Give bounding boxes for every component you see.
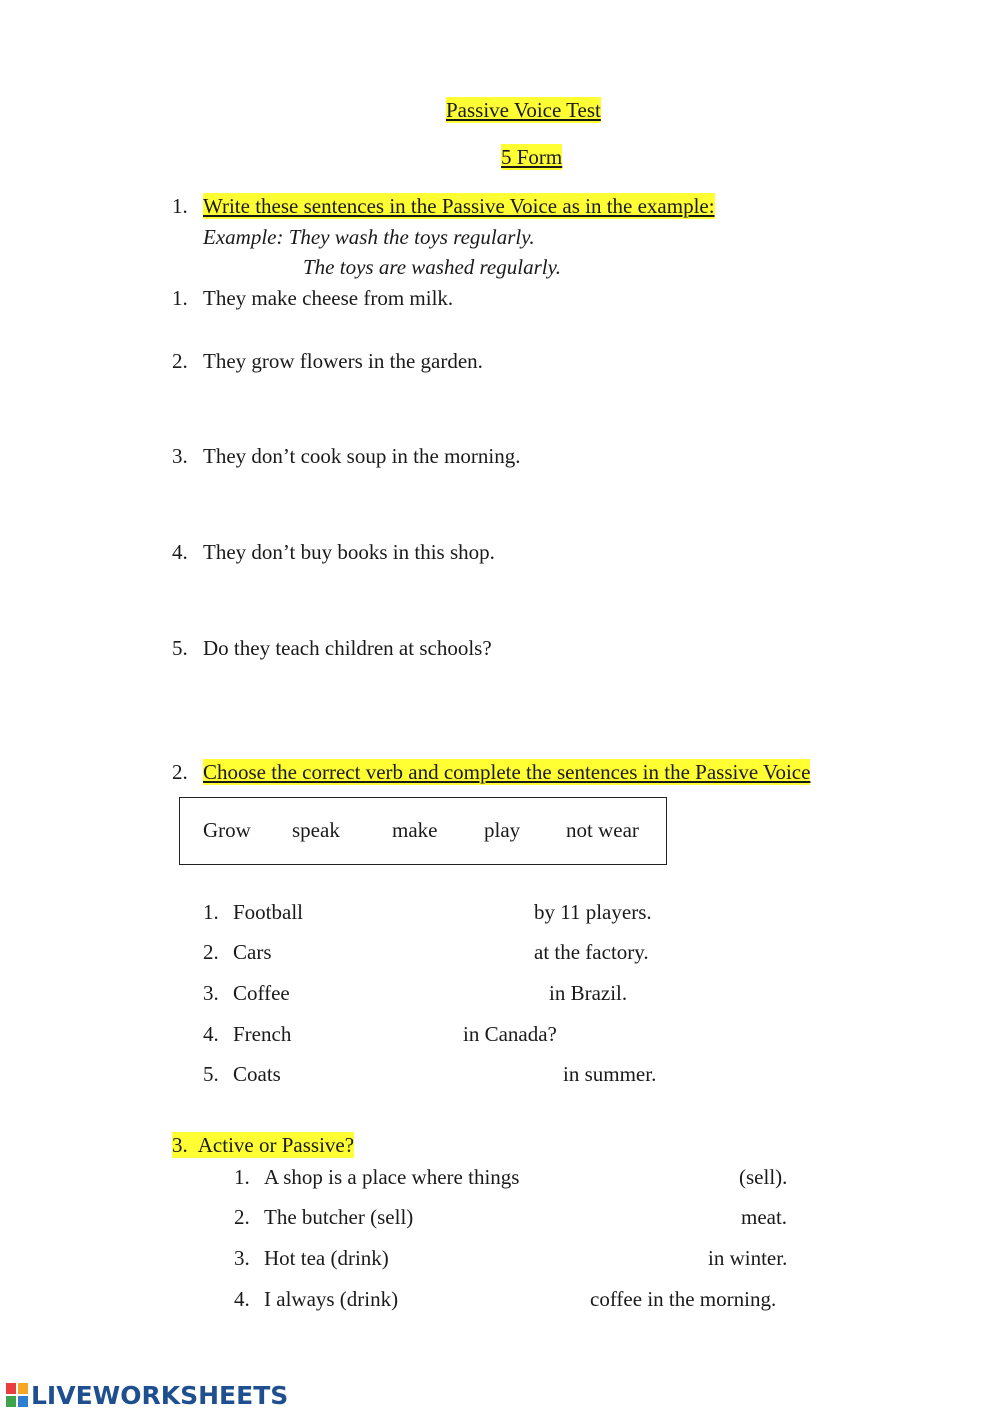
section2-item-subject: Cars xyxy=(233,940,272,964)
section2-item-subject: Coffee xyxy=(233,981,290,1005)
section1-item-number: 1. xyxy=(172,286,188,310)
section3-item-number: 1. xyxy=(234,1165,250,1189)
section2-item-number: 3. xyxy=(203,981,219,1005)
section3-instruction: Active or Passive? xyxy=(197,1133,355,1157)
section2-item-number: 1. xyxy=(203,900,219,924)
section3-item-number: 2. xyxy=(234,1205,250,1229)
section2-item-ending: by 11 players. xyxy=(534,900,652,924)
section1-number: 1. xyxy=(172,194,188,218)
word-bank-word: speak xyxy=(292,818,340,842)
section3-item-number: 4. xyxy=(234,1287,250,1311)
section3-item-number: 3. xyxy=(234,1246,250,1270)
section1-example-line2: The toys are washed regularly. xyxy=(303,255,562,279)
page-subtitle: 5 Form xyxy=(501,145,563,169)
section1-item-text: They don’t cook soup in the morning. xyxy=(203,444,521,468)
section1-item-number: 4. xyxy=(172,540,188,564)
word-bank-word: Grow xyxy=(203,818,251,842)
section1-item-number: 2. xyxy=(172,349,188,373)
page-title: Passive Voice Test xyxy=(446,98,601,122)
liveworksheets-logo[interactable] xyxy=(5,1380,288,1410)
section2-item-ending: in Canada? xyxy=(463,1022,557,1046)
section3-item-end: meat. xyxy=(741,1205,788,1229)
section1-item-text: Do they teach children at schools? xyxy=(203,636,492,660)
section2-item-number: 4. xyxy=(203,1022,219,1046)
section3-item-end: in winter. xyxy=(708,1246,788,1270)
section3-item-start: Hot tea (drink) xyxy=(264,1246,389,1270)
section2-item-number: 5. xyxy=(203,1062,219,1086)
word-bank-word: make xyxy=(392,818,438,842)
section3-header xyxy=(172,1132,354,1158)
section1-item-text: They grow flowers in the garden. xyxy=(203,349,483,373)
word-bank-word: not wear xyxy=(566,818,639,842)
section2-item-subject: Football xyxy=(233,900,304,924)
section1-item-text: They make cheese from milk. xyxy=(203,286,454,310)
liveworksheets-logo-icon xyxy=(5,1382,29,1408)
word-bank-word: play xyxy=(484,818,521,842)
section1-item-text: They don’t buy books in this shop. xyxy=(203,540,495,564)
section3-item-start: The butcher (sell) xyxy=(264,1205,414,1229)
logo-text: LIVEWORKSHEETS xyxy=(31,1380,289,1410)
section2-item-ending: in Brazil. xyxy=(549,981,628,1005)
section3-item-end: coffee in the morning. xyxy=(590,1287,777,1311)
section2-item-number: 2. xyxy=(203,940,219,964)
section1-instruction: Write these sentences in the Passive Voice as in the example: xyxy=(203,194,715,218)
section2-item-ending: at the factory. xyxy=(534,940,649,964)
section3-item-start: I always (drink) xyxy=(264,1287,399,1311)
section2-number: 2. xyxy=(172,760,188,784)
section1-example-line1: Example: They wash the toys regularly. xyxy=(203,225,535,249)
section2-item-subject: Coats xyxy=(233,1062,281,1086)
section2-item-subject: French xyxy=(233,1022,292,1046)
section1-item-number: 3. xyxy=(172,444,188,468)
section2-instruction: Choose the correct verb and complete the sentences in the Passive Voice xyxy=(203,760,811,784)
section3-item-end: (sell). xyxy=(739,1165,788,1189)
section1-item-number: 5. xyxy=(172,636,188,660)
section3-item-start: A shop is a place where things xyxy=(264,1165,520,1189)
section2-item-ending: in summer. xyxy=(563,1062,657,1086)
section3-number: 3. xyxy=(172,1133,188,1157)
